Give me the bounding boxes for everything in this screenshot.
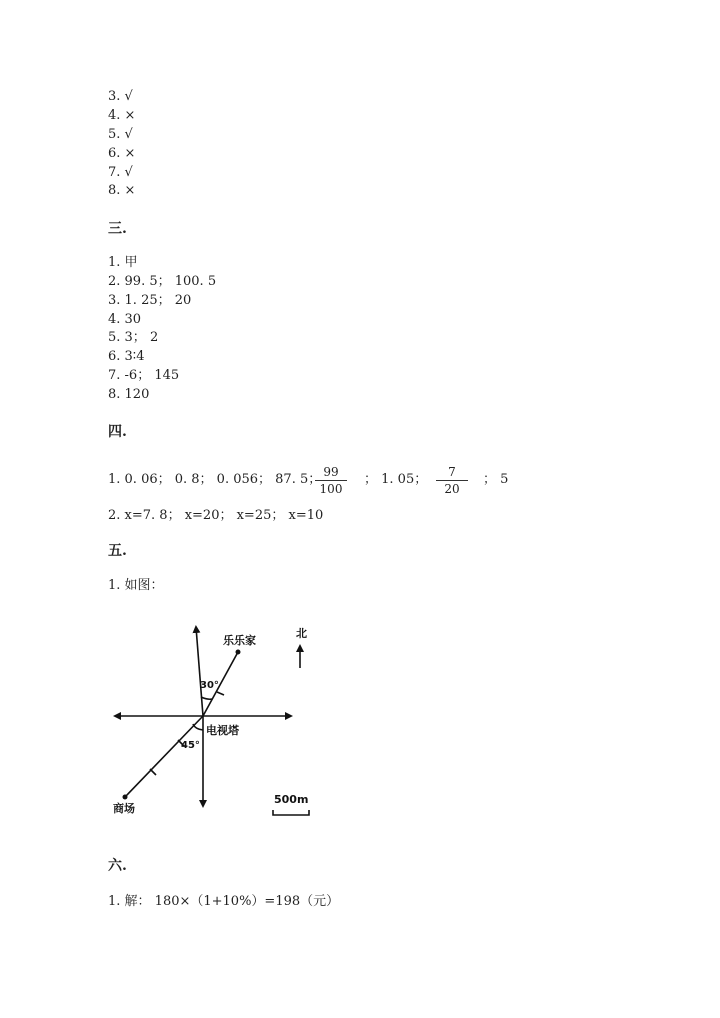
home-label: 乐乐家	[223, 634, 256, 647]
answer-item: 2. 99. 5； 100. 5	[108, 274, 217, 289]
answer-item: 1. 解： 180×（1+10%）=198（元）	[108, 894, 340, 909]
tower-label: 电视塔	[206, 724, 239, 737]
answer-item: 6. ×	[108, 146, 136, 161]
answer-item: 2. x=7. 8； x=20； x=25； x=10	[108, 508, 324, 523]
answer-item: 4. ×	[108, 108, 136, 123]
north-label: 北	[296, 627, 307, 640]
section-heading: 五.	[108, 543, 127, 559]
fraction-numerator: 99	[323, 465, 339, 479]
section-heading: 三.	[108, 221, 127, 237]
answer-item: 8. ×	[108, 183, 136, 198]
answer-item: 3. 1. 25； 20	[108, 293, 192, 308]
tick-mark	[150, 769, 156, 775]
mall-ray	[125, 716, 203, 797]
mall-point	[123, 795, 128, 800]
tick-mark	[217, 692, 224, 695]
scale-label: 500m	[274, 793, 309, 806]
answer-item: 7. -6； 145	[108, 368, 180, 383]
fraction-denominator: 100	[319, 482, 343, 496]
answer-item-middle: ； 1. 05；	[364, 472, 428, 487]
answer-item: 5. √	[108, 127, 133, 142]
mall-label: 商场	[113, 802, 135, 815]
angle-arc-30	[201, 697, 212, 699]
answer-item: 6. 3∶4	[108, 349, 145, 364]
answer-item: 3. √	[108, 89, 133, 104]
answer-item: 1. 甲	[108, 255, 138, 270]
angle-label-30: 30°	[200, 680, 219, 691]
answer-item: 7. √	[108, 165, 133, 180]
section-heading: 六.	[108, 858, 127, 874]
answer-item: 5. 3； 2	[108, 330, 159, 345]
answer-item: 4. 30	[108, 312, 142, 327]
angle-label-45: 45°	[181, 740, 200, 751]
answer-item-prefix: 1. 0. 06； 0. 8； 0. 056； 87. 5；	[108, 472, 322, 487]
scale-bar	[273, 810, 309, 815]
fraction-numerator: 7	[448, 465, 456, 479]
answer-item: 8. 120	[108, 387, 150, 402]
north-axis-arrow	[196, 627, 203, 716]
section-heading: 四.	[108, 424, 127, 440]
answer-item-suffix: ； 5	[483, 472, 509, 487]
answer-item: 1. 如图：	[108, 578, 164, 593]
fraction-denominator: 20	[444, 482, 460, 496]
home-point	[236, 650, 241, 655]
